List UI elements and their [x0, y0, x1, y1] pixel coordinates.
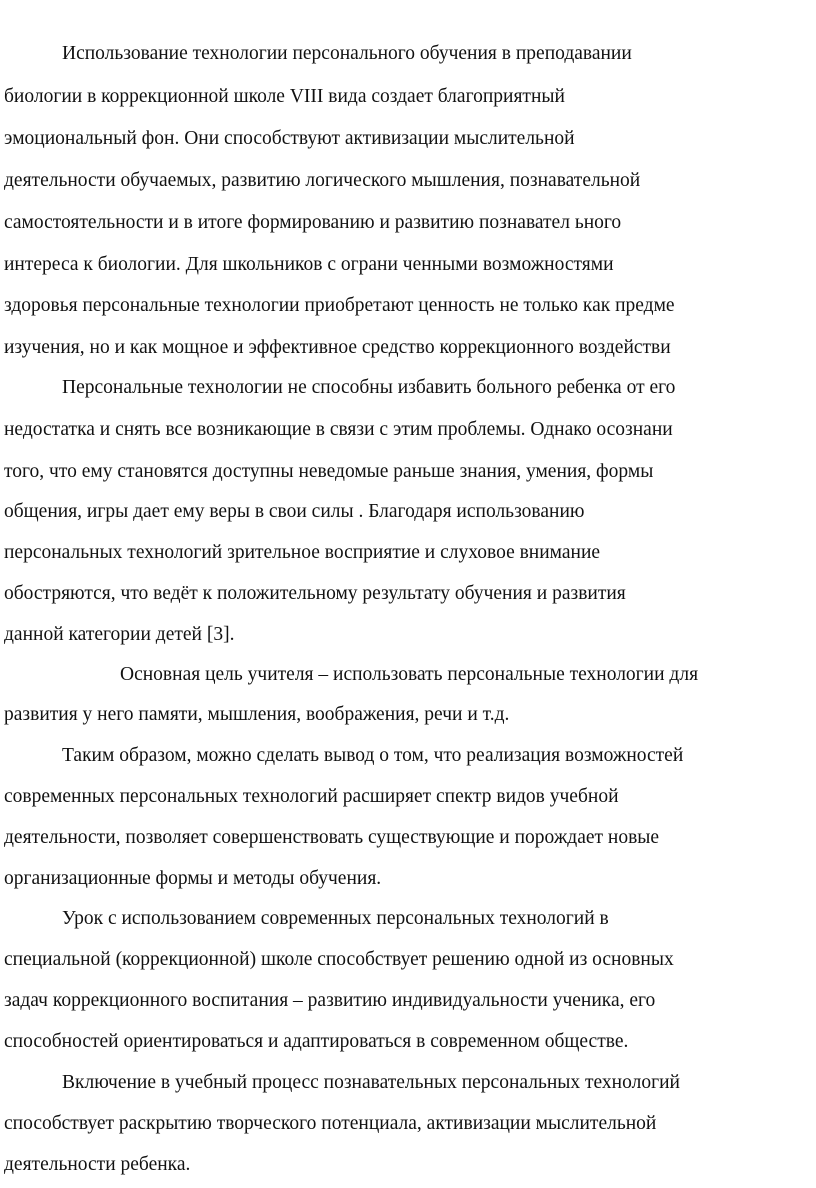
text-line: персональных технологий зрительное восприятие и слуховое внимание	[4, 542, 601, 563]
text-line: Таким образом, можно сделать вывод о том, что реализация возможностей	[62, 745, 684, 766]
text-line: изучения, но и как мощное и эффективное средство коррекционного воздействи	[4, 337, 671, 358]
text-line: современных персональных технологий расширяет спектр видов учебной	[4, 786, 619, 807]
text-line: эмоциональный фон. Они способствуют активизации мыслительной	[4, 128, 575, 149]
text-line: Использование технологии персонального обучения в преподавании	[62, 43, 632, 64]
text-line: недостатка и снять все возникающие в связи с этим проблемы. Однако осознани	[4, 419, 673, 440]
text-line: интереса к биологии. Для школьников с ограни ченными возможностями	[4, 254, 614, 275]
text-line: Включение в учебный процесс познавательных персональных технологий	[62, 1072, 680, 1093]
text-line: самостоятельности и в итоге формированию и развитию познавател ьного	[4, 212, 622, 233]
text-line: деятельности обучаемых, развитию логического мышления, познавательной	[4, 170, 641, 191]
text-line: данной категории детей [3].	[4, 624, 235, 645]
text-line: способствует раскрытию творческого потенциала, активизации мыслительной	[4, 1113, 657, 1134]
text-line: Урок с использованием современных персональных технологий в	[62, 908, 609, 929]
text-line: способностей ориентироваться и адаптироваться в современном обществе.	[4, 1031, 629, 1052]
text-line: того, что ему становятся доступны неведомые раньше знания, умения, формы	[4, 461, 654, 482]
text-line: здоровья персональные технологии приобретают ценность не только как предме	[4, 295, 675, 316]
text-line: биологии в коррекционной школе VIII вида создает благоприятный	[4, 86, 565, 107]
text-line: Персональные технологии не способны избавить больного ребенка от его	[62, 377, 676, 398]
text-line: деятельности ребенка.	[4, 1154, 191, 1175]
text-line: развития у него памяти, мышления, воображения, речи и т.д.	[4, 704, 510, 725]
text-line: задач коррекционного воспитания – развитию индивидуальности ученика, его	[4, 990, 656, 1011]
text-line: обостряются, что ведёт к положительному результату обучения и развития	[4, 583, 626, 604]
text-line: Основная цель учителя – использовать персональные технологии для	[120, 664, 699, 685]
text-line: общения, игры дает ему веры в свои силы . Благодаря использованию	[4, 501, 585, 522]
text-line: деятельности, позволяет совершенствовать существующие и порождает новые	[4, 827, 660, 848]
text-line: организационные формы и методы обучения.	[4, 868, 382, 889]
text-line: специальной (коррекционной) школе способствует решению одной из основных	[4, 949, 674, 970]
